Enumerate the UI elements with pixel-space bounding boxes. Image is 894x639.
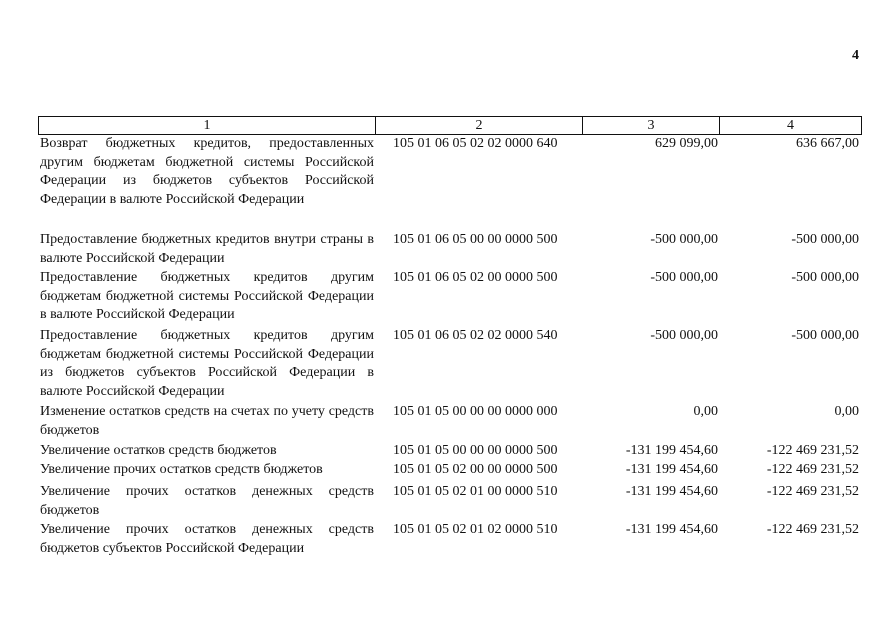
budget-table-body xyxy=(40,135,862,559)
row-code: 105 01 05 00 00 00 0000 500 xyxy=(393,443,558,458)
table-row xyxy=(40,461,862,483)
row-name: Возврат бюджетных кредитов, предоставленных другим бюджетам бюджетной системы Российской Федерации из бюджетов субъектов Российской Федерации в валюте Российской Федерации xyxy=(40,136,374,207)
table-row xyxy=(40,269,862,327)
row-value-col4: -122 469 231,52 xyxy=(766,522,859,537)
row-name: Увеличение остатков средств бюджетов xyxy=(40,443,277,458)
row-value-col3: -131 199 454,60 xyxy=(625,522,718,537)
row-value-col4: 0,00 xyxy=(834,404,859,419)
column-number-header xyxy=(38,116,862,135)
row-name: Увеличение прочих остатков денежных средств бюджетов xyxy=(40,484,374,518)
row-value-col3: -500 000,00 xyxy=(650,328,718,343)
table-row xyxy=(40,135,862,231)
row-name: Предоставление бюджетных кредитов другим бюджетам бюджетной системы Российской Федерации из бюджетов субъектов Российской Федерации в валюте Российской Федерации xyxy=(40,328,374,399)
row-code: 105 01 06 05 02 02 0000 640 xyxy=(393,136,558,151)
row-value-col4: -500 000,00 xyxy=(791,270,859,285)
table-row xyxy=(40,442,862,461)
header-row xyxy=(39,117,862,135)
row-name: Предоставление бюджетных кредитов другим бюджетам бюджетной системы Российской Федерации в валюте Российской Федерации xyxy=(40,270,374,322)
row-value-col4: -500 000,00 xyxy=(791,328,859,343)
row-code: 105 01 05 02 00 00 0000 500 xyxy=(393,462,558,477)
row-value-col4: -122 469 231,52 xyxy=(766,443,859,458)
row-value-col4: -122 469 231,52 xyxy=(766,484,859,499)
header-col-2: 2 xyxy=(376,117,583,135)
row-code: 105 01 06 05 02 02 0000 540 xyxy=(393,328,558,343)
table-row xyxy=(40,327,862,403)
row-name: Увеличение прочих остатков средств бюджетов xyxy=(40,462,323,477)
row-name: Предоставление бюджетных кредитов внутри страны в валюте Российской Федерации xyxy=(40,232,374,266)
row-value-col3: -131 199 454,60 xyxy=(625,443,718,458)
header-col-1: 1 xyxy=(39,117,376,135)
row-name: Увеличение прочих остатков денежных средств бюджетов субъектов Российской Федерации xyxy=(40,522,374,556)
table-row xyxy=(40,521,862,559)
row-value-col3: -500 000,00 xyxy=(650,232,718,247)
row-value-col3: 0,00 xyxy=(693,404,718,419)
row-code: 105 01 06 05 00 00 0000 500 xyxy=(393,232,558,247)
row-value-col3: -500 000,00 xyxy=(650,270,718,285)
row-value-col3: -131 199 454,60 xyxy=(625,484,718,499)
row-value-col4: -122 469 231,52 xyxy=(766,462,859,477)
header-col-3: 3 xyxy=(583,117,720,135)
row-value-col3: -131 199 454,60 xyxy=(625,462,718,477)
row-value-col4: -500 000,00 xyxy=(791,232,859,247)
row-code: 105 01 05 02 01 00 0000 510 xyxy=(393,484,558,499)
table-row xyxy=(40,231,862,269)
header-col-4: 4 xyxy=(720,117,862,135)
table-row xyxy=(40,403,862,442)
page-number: 4 xyxy=(852,48,859,63)
row-value-col3: 629 099,00 xyxy=(655,136,718,151)
row-value-col4: 636 667,00 xyxy=(796,136,859,151)
table-row xyxy=(40,483,862,521)
row-code: 105 01 05 00 00 00 0000 000 xyxy=(393,404,558,419)
row-code: 105 01 06 05 02 00 0000 500 xyxy=(393,270,558,285)
row-name: Изменение остатков средств на счетах по учету средств бюджетов xyxy=(40,404,374,438)
row-code: 105 01 05 02 01 02 0000 510 xyxy=(393,522,558,537)
